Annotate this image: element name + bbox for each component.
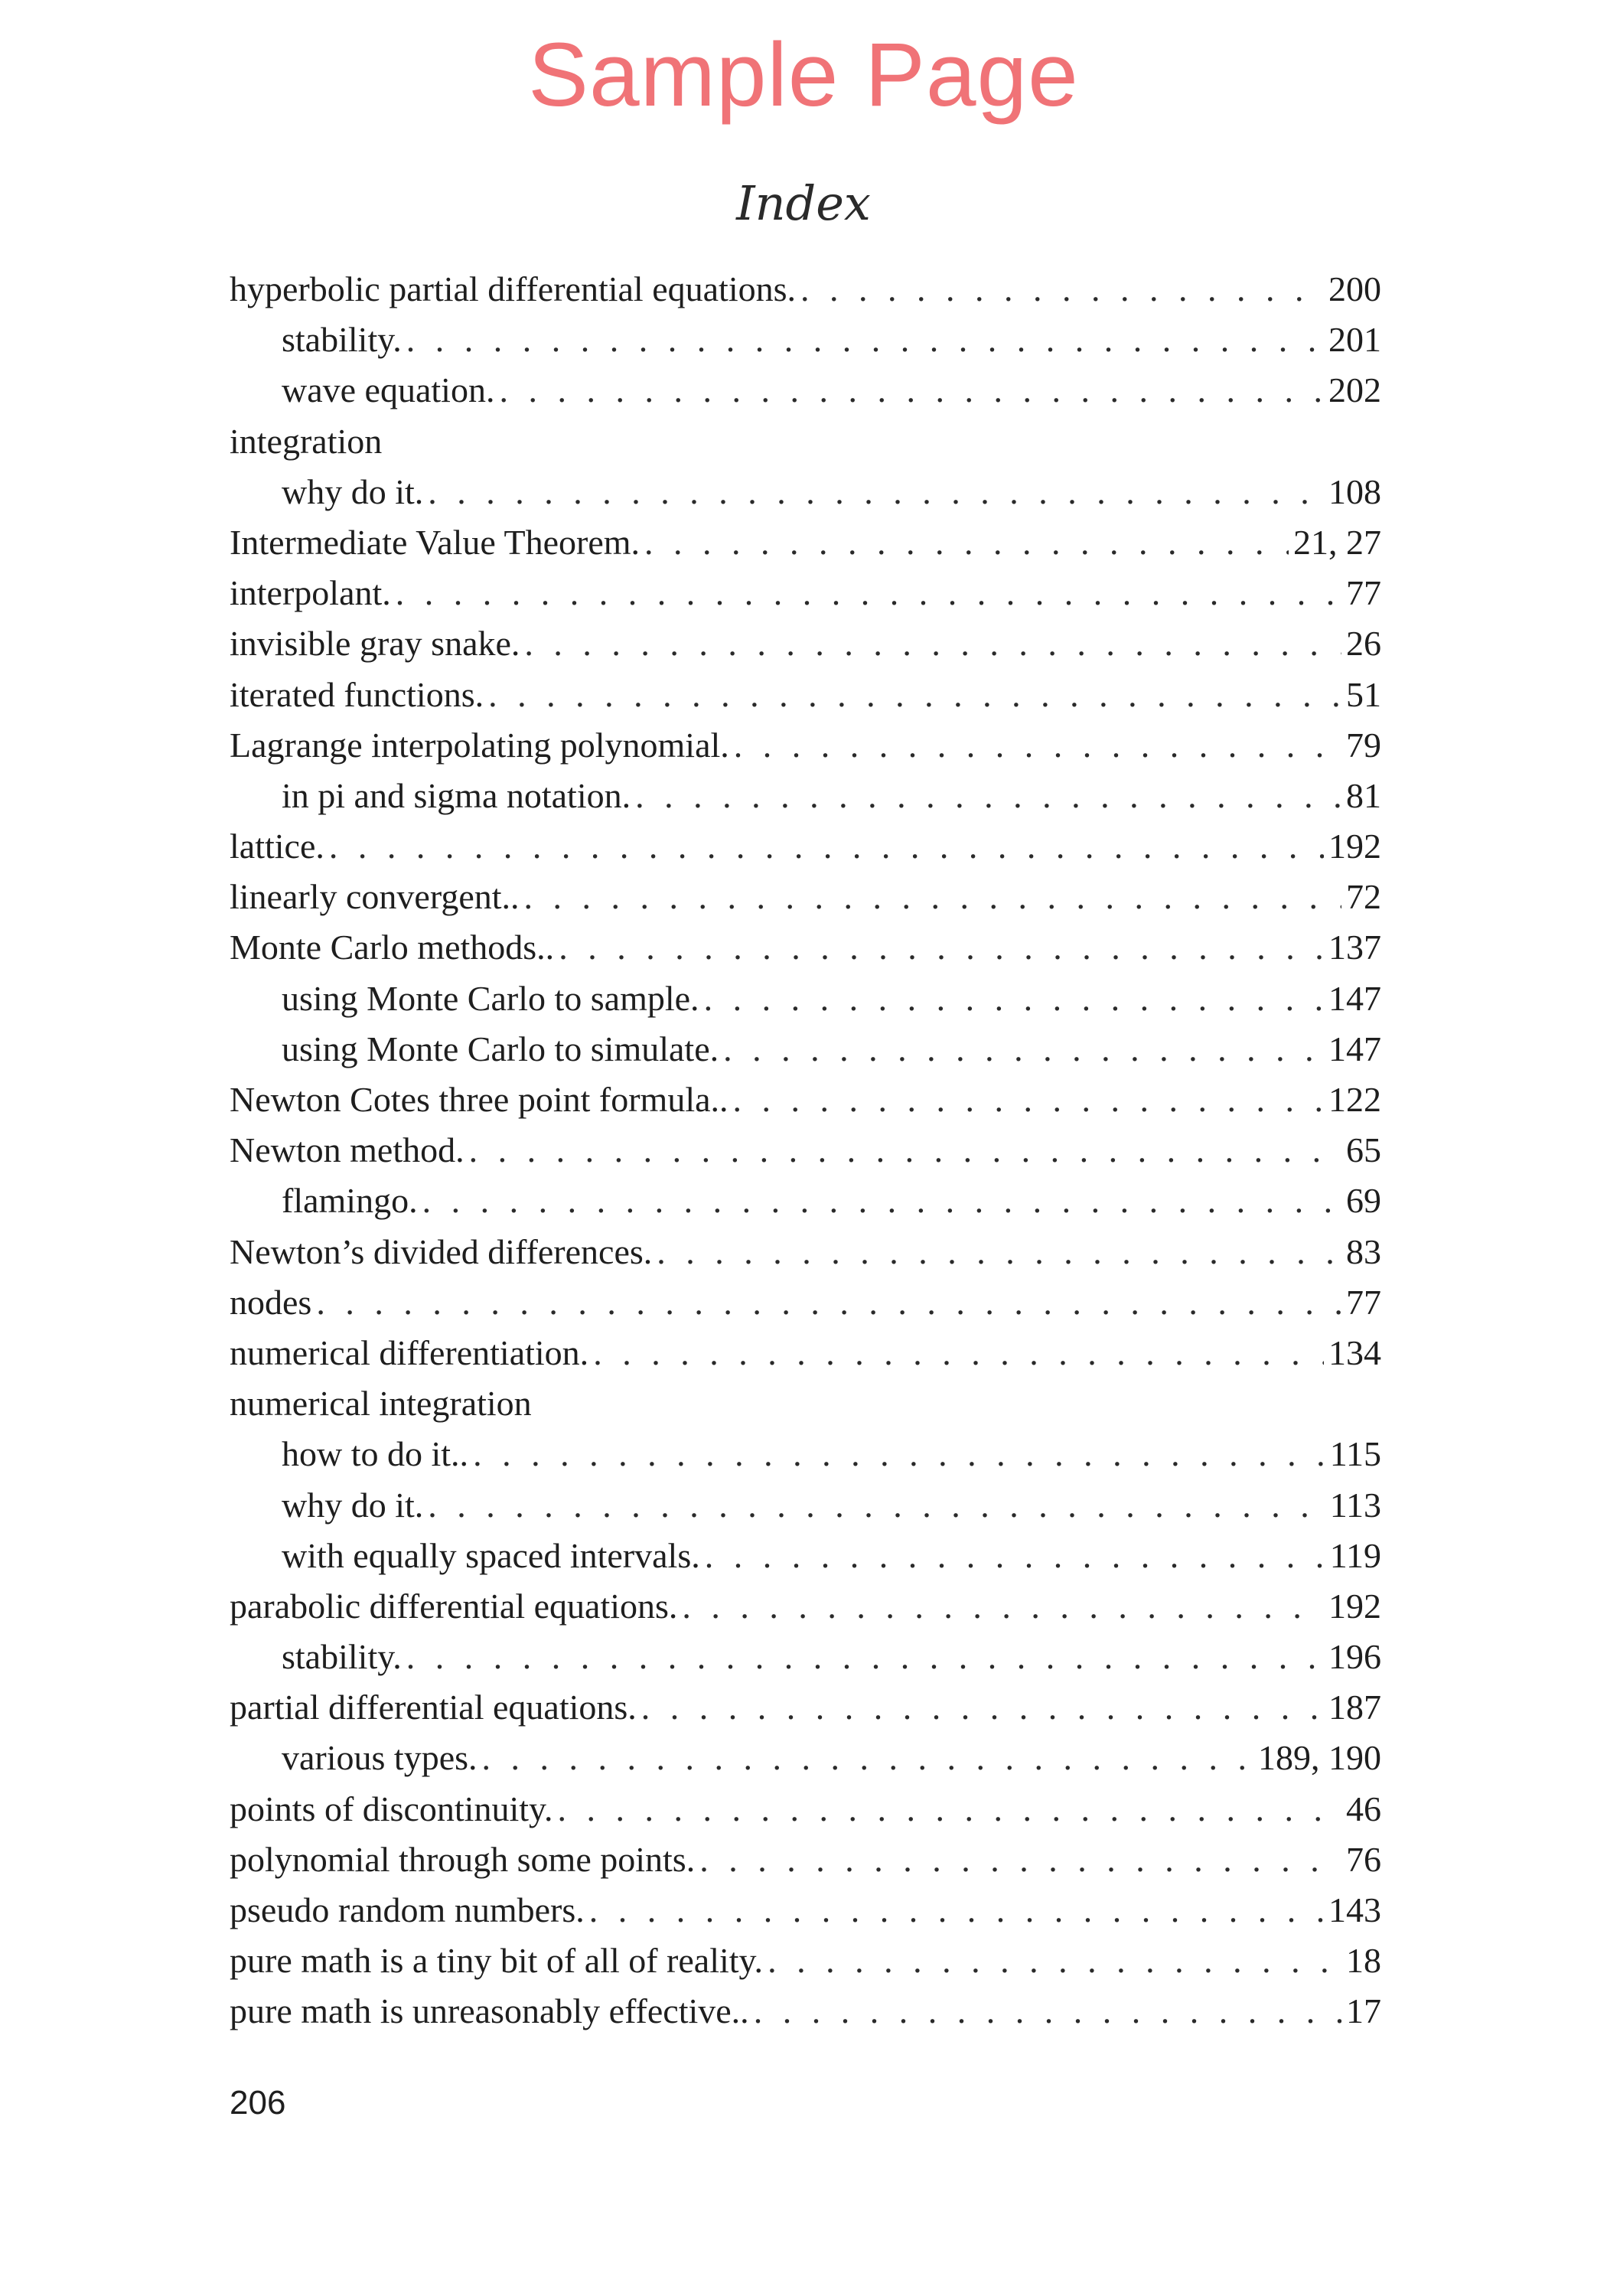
dot-leader — [734, 720, 1341, 771]
index-term: linearly convergent.. — [230, 877, 520, 917]
index-entry — [230, 1328, 1381, 1378]
index-term: partial differential equations. — [230, 1688, 637, 1727]
index-page-ref: 147 — [1328, 978, 1381, 1018]
dot-leader — [800, 264, 1324, 315]
index-subentry — [230, 1531, 1381, 1581]
index-term: pseudo random numbers. — [230, 1890, 585, 1929]
index-term: hyperbolic partial differential equations. — [230, 269, 796, 308]
dot-leader — [329, 821, 1324, 872]
index-page-ref: 21, 27 — [1293, 522, 1381, 562]
index-term: stability. — [282, 320, 402, 360]
index-term: numerical integration — [230, 1384, 532, 1424]
index-entry — [230, 670, 1381, 720]
index-entry — [230, 568, 1381, 618]
index-page-ref: 192 — [1328, 827, 1381, 866]
dot-leader — [469, 1125, 1341, 1176]
index-entry — [230, 1075, 1381, 1125]
index-page-ref: 137 — [1328, 928, 1381, 967]
index-term: points of discontinuity. — [230, 1789, 553, 1828]
index-term: parabolic differential equations. — [230, 1586, 678, 1626]
index-term: invisible gray snake. — [230, 624, 520, 664]
index-term: why do it. — [282, 471, 424, 511]
index-entry — [230, 264, 1381, 315]
index-entry — [230, 1581, 1381, 1632]
index-page-ref: 200 — [1328, 269, 1381, 308]
index-term: Intermediate Value Theorem. — [230, 522, 641, 562]
index-page-ref: 196 — [1328, 1637, 1381, 1677]
index-page-ref: 77 — [1346, 1282, 1381, 1322]
dot-leader — [641, 1682, 1324, 1733]
dot-leader — [644, 517, 1289, 568]
index-term: Lagrange interpolating polynomial. — [230, 725, 729, 765]
index-term: how to do it.. — [282, 1434, 469, 1474]
dot-leader — [406, 315, 1324, 365]
index-page-ref: 119 — [1329, 1535, 1381, 1575]
index-page-ref: 108 — [1328, 471, 1381, 511]
dot-leader — [733, 1075, 1324, 1125]
sample-page-watermark: Sample Page — [528, 24, 1079, 126]
index-entry — [230, 416, 1381, 467]
index-subentry — [230, 1480, 1381, 1531]
dot-leader — [657, 1227, 1341, 1277]
index-entry — [230, 1378, 1381, 1429]
index-page-ref: 115 — [1329, 1434, 1381, 1474]
index-subentry — [230, 974, 1381, 1024]
index-list — [230, 264, 1381, 2037]
index-term: flamingo. — [282, 1181, 418, 1221]
index-term: stability. — [282, 1637, 402, 1677]
index-term: lattice. — [230, 827, 324, 866]
index-subentry — [230, 315, 1381, 365]
index-page-ref: 134 — [1328, 1332, 1381, 1372]
dot-leader — [396, 568, 1341, 618]
index-page-ref: 189, 190 — [1258, 1738, 1381, 1778]
dot-leader — [704, 974, 1324, 1024]
dot-leader — [406, 1632, 1324, 1682]
dot-leader — [705, 1531, 1325, 1581]
index-page-ref: 17 — [1346, 1991, 1381, 2031]
dot-leader — [699, 1835, 1341, 1885]
index-page-ref: 77 — [1346, 573, 1381, 613]
index-page-ref: 72 — [1346, 877, 1381, 917]
index-page-ref: 113 — [1329, 1485, 1381, 1525]
index-entry — [230, 1936, 1381, 1986]
index-page-ref: 26 — [1346, 624, 1381, 664]
index-term: why do it. — [282, 1485, 424, 1525]
dot-leader — [558, 1784, 1341, 1835]
index-page-ref: 122 — [1328, 1080, 1381, 1119]
index-term: numerical differentiation. — [230, 1332, 589, 1372]
index-entry — [230, 1835, 1381, 1885]
index-term: wave equation. — [282, 370, 495, 410]
index-page-ref: 79 — [1346, 725, 1381, 765]
index-page-ref: 65 — [1346, 1130, 1381, 1170]
dot-leader — [428, 467, 1324, 517]
index-term: Newton’s divided differences. — [230, 1231, 653, 1271]
dot-leader — [422, 1176, 1341, 1226]
index-term: with equally spaced intervals. — [282, 1535, 700, 1575]
index-entry — [230, 1125, 1381, 1176]
index-entry — [230, 1227, 1381, 1277]
index-term: pure math is a tiny bit of all of reality. — [230, 1941, 764, 1981]
index-entry — [230, 618, 1381, 669]
page-number: 206 — [230, 2084, 286, 2122]
index-page-ref: 69 — [1346, 1181, 1381, 1221]
index-term: integration — [230, 421, 383, 461]
index-term: interpolant. — [230, 573, 391, 613]
index-page-ref: 143 — [1328, 1890, 1381, 1929]
index-subentry — [230, 1024, 1381, 1075]
dot-leader — [559, 922, 1324, 973]
index-page-ref: 83 — [1346, 1231, 1381, 1271]
index-entry — [230, 1682, 1381, 1733]
index-title: Index — [736, 175, 871, 231]
index-page-ref: 202 — [1328, 370, 1381, 410]
index-term: pure math is unreasonably effective.. — [230, 1991, 749, 2031]
index-entry — [230, 517, 1381, 568]
dot-leader — [635, 771, 1341, 821]
index-page-ref: 18 — [1346, 1941, 1381, 1981]
index-subentry — [230, 365, 1381, 416]
index-term: using Monte Carlo to sample. — [282, 978, 699, 1018]
dot-leader — [524, 618, 1341, 669]
index-term: polynomial through some points. — [230, 1839, 696, 1879]
index-subentry — [230, 1733, 1381, 1783]
index-entry — [230, 1986, 1381, 2037]
index-subentry — [230, 771, 1381, 821]
index-term: Newton method. — [230, 1130, 464, 1170]
index-term: Monte Carlo methods.. — [230, 928, 555, 967]
index-subentry — [230, 1632, 1381, 1682]
dot-leader — [723, 1024, 1324, 1075]
dot-leader — [499, 365, 1324, 416]
index-page-ref: 76 — [1346, 1839, 1381, 1879]
dot-leader — [524, 872, 1341, 922]
dot-leader — [593, 1328, 1324, 1378]
index-entry — [230, 922, 1381, 973]
index-subentry — [230, 1429, 1381, 1479]
index-page-ref: 147 — [1328, 1029, 1381, 1068]
index-page-ref: 81 — [1346, 775, 1381, 815]
index-page-ref: 187 — [1328, 1688, 1381, 1727]
dot-leader — [316, 1277, 1341, 1328]
dot-leader — [488, 670, 1341, 720]
index-entry — [230, 821, 1381, 872]
index-entry — [230, 872, 1381, 922]
index-term: in pi and sigma notation. — [282, 775, 631, 815]
index-term: nodes — [230, 1282, 312, 1322]
dot-leader — [589, 1885, 1324, 1936]
index-entry — [230, 1277, 1381, 1328]
index-entry — [230, 1784, 1381, 1835]
index-page-ref: 192 — [1328, 1586, 1381, 1626]
index-entry — [230, 1885, 1381, 1936]
dot-leader — [682, 1581, 1324, 1632]
index-subentry — [230, 1176, 1381, 1226]
dot-leader — [473, 1429, 1325, 1479]
dot-leader — [754, 1986, 1341, 2037]
index-page-ref: 46 — [1346, 1789, 1381, 1828]
dot-leader — [428, 1480, 1325, 1531]
index-subentry — [230, 467, 1381, 517]
index-term: iterated functions. — [230, 674, 484, 714]
index-term: Newton Cotes three point formula.. — [230, 1080, 729, 1119]
index-page-ref: 51 — [1346, 674, 1381, 714]
index-page-ref: 201 — [1328, 320, 1381, 360]
index-entry — [230, 720, 1381, 771]
dot-leader — [768, 1936, 1341, 1986]
index-term: various types. — [282, 1738, 478, 1778]
index-term: using Monte Carlo to simulate. — [282, 1029, 719, 1068]
dot-leader — [482, 1733, 1253, 1783]
